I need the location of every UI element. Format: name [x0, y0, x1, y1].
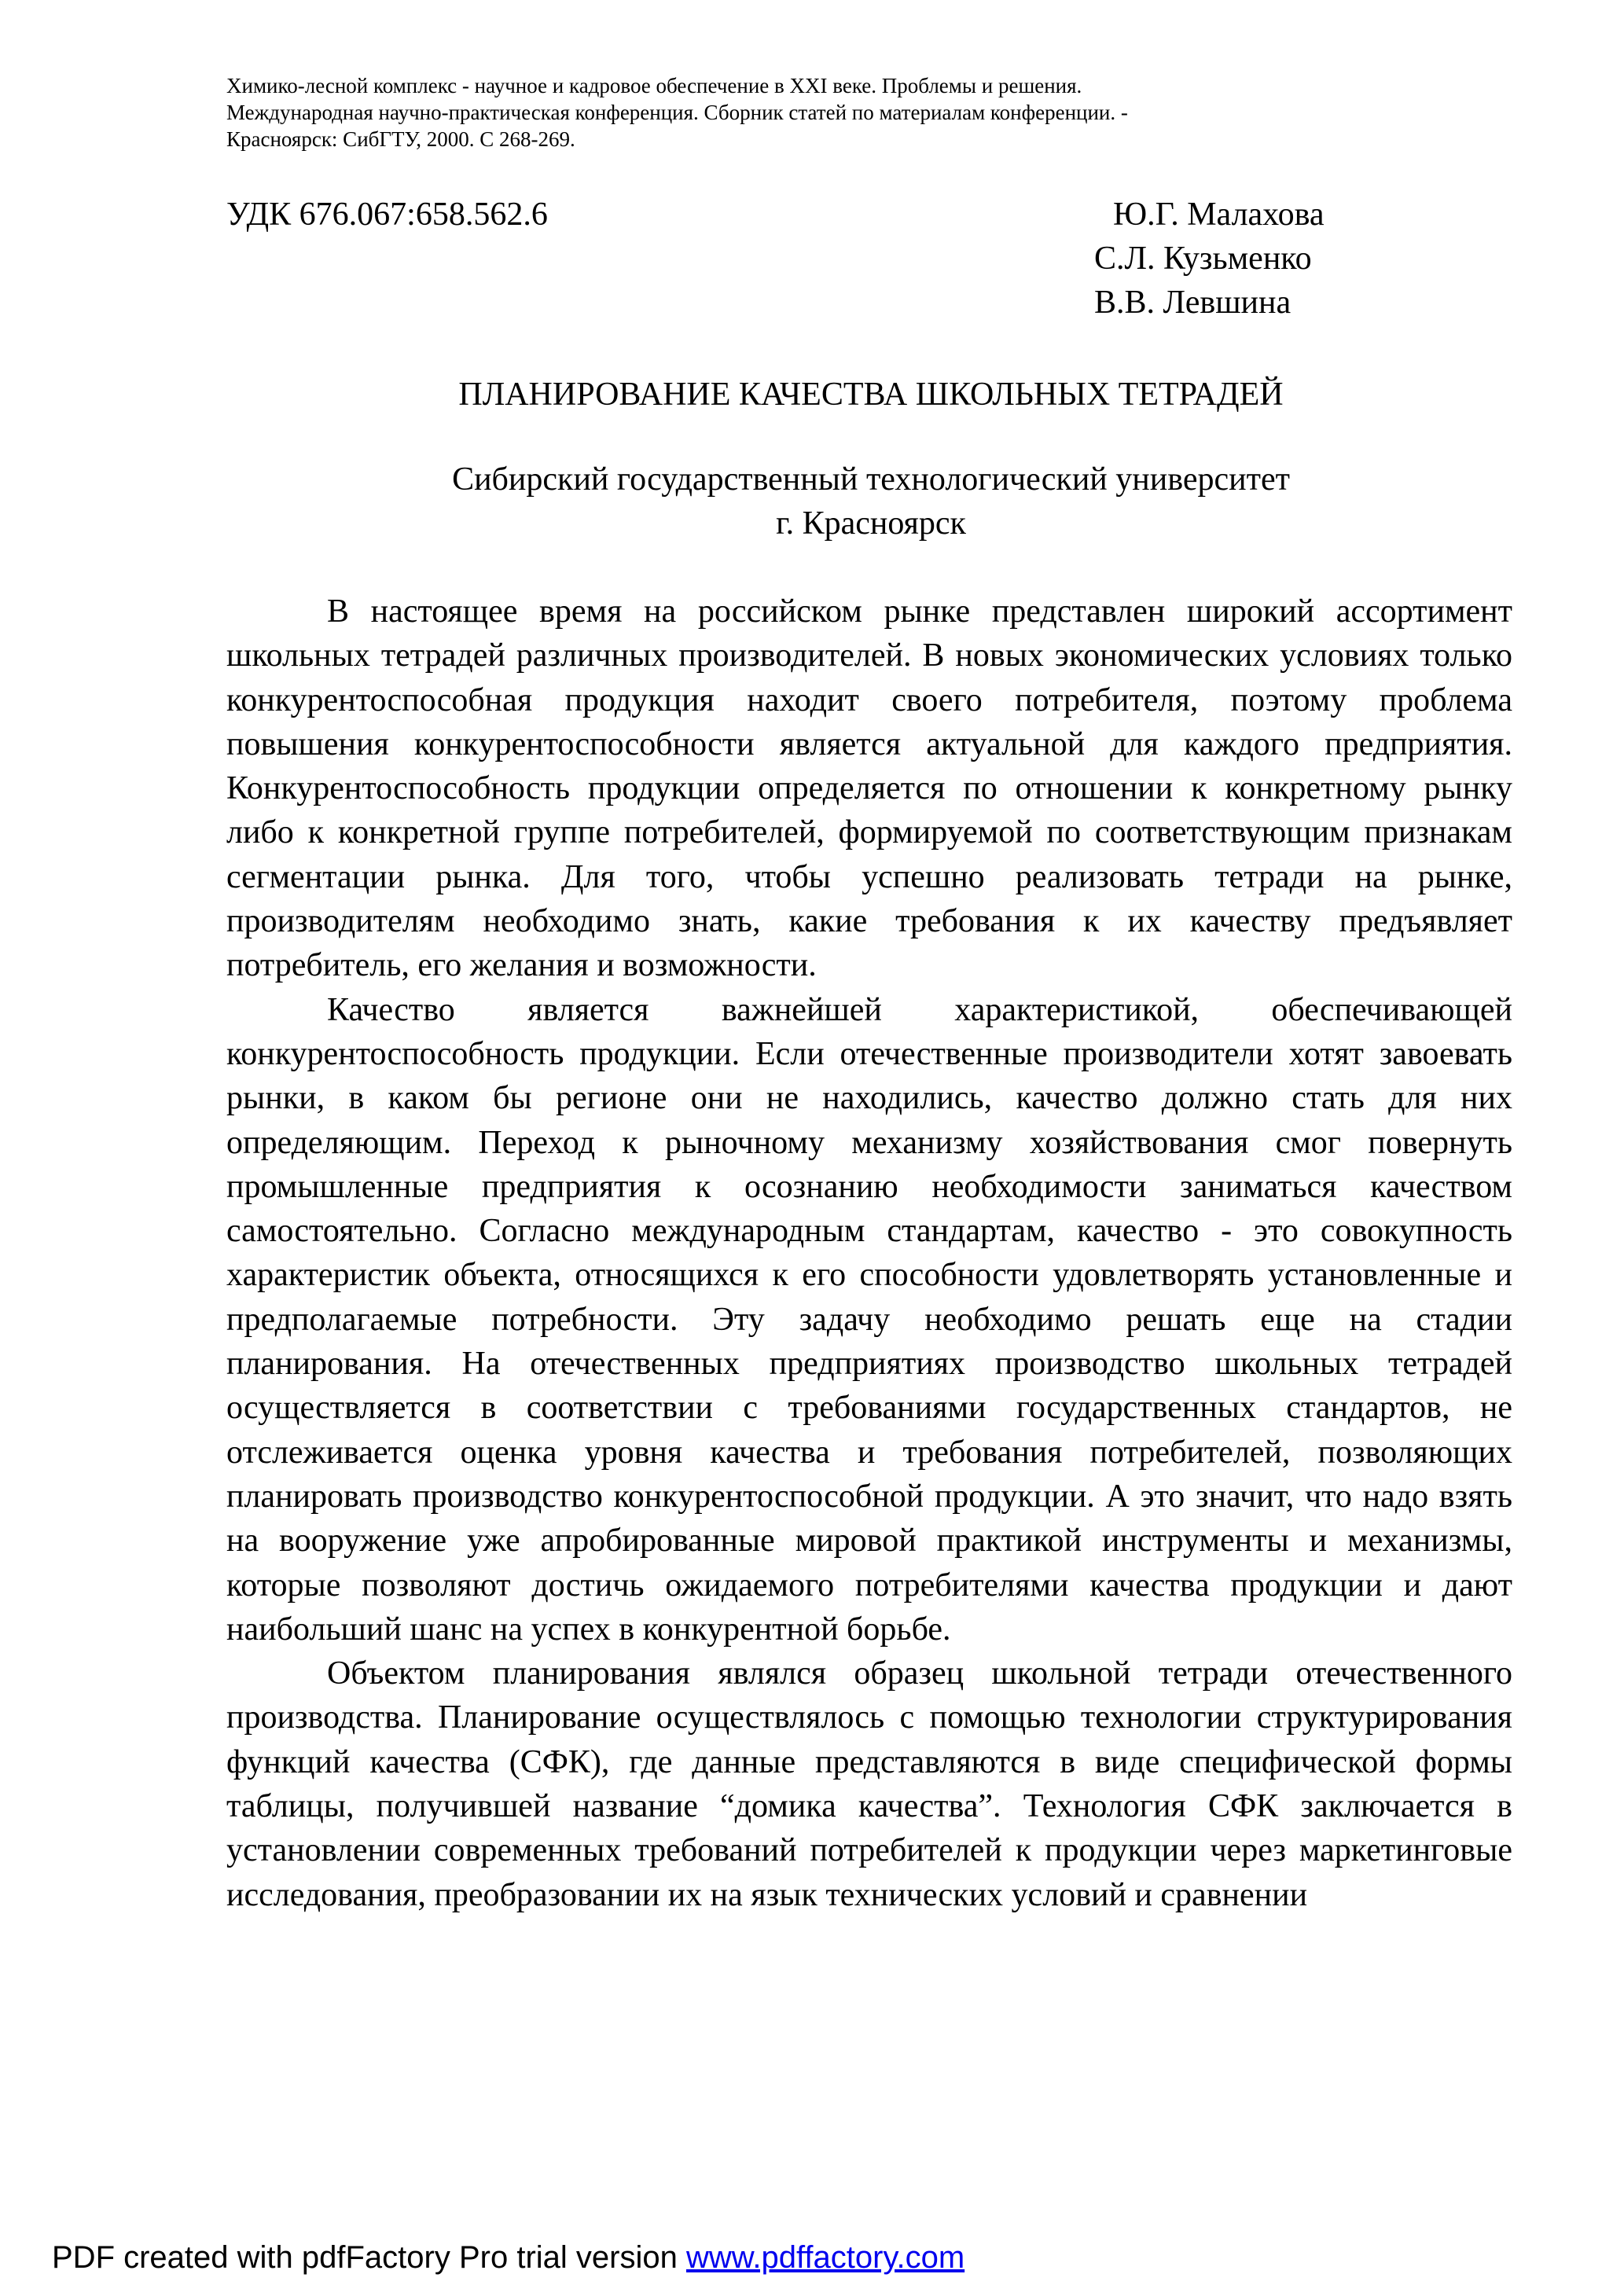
- source-reference: [226, 72, 1453, 152]
- footer-link[interactable]: www.pdffactory.com: [685, 2240, 965, 2275]
- affiliation: [226, 457, 1516, 546]
- city-name: г. Красноярск: [776, 505, 966, 542]
- source-line: Красноярск: СибГТУ, 2000. С 268-269.: [226, 127, 575, 151]
- article-title: ПЛАНИРОВАНИЕ КАЧЕСТВА ШКОЛЬНЫХ ТЕТРАДЕЙ: [458, 377, 1284, 413]
- body-paragraph: В настоящее время на российском рынке представлен широкий ассортимент школьных тетрадей различных производителей. В новых экономических условиях только конкурентоспособная продукция находит своего потребителя, поэтому проблема повышения конкурентоспособности является актуальной для каждого предприятия. Конкурентоспособность продукции определяется по отношении к конкретному рынку либо к конкретной группе потребителей, формируемой по соответствующим признакам сегментации рынка. Для того, чтобы успешно реализовать тетради на рынке, производителям необходимо знать, какие требования к их качеству предъявляет потребитель, его желания и возможности.: [226, 593, 1512, 984]
- body-paragraph: Качество является важнейшей характеристикой, обеспечивающей конкурентоспособность продукции. Если отечественные производители хотят завоевать рынки, в каком бы регионе они не находились, качество должно стать для них определяющим. Переход к рыночному механизму хозяйствования смог повернуть промышленные предприятия к осознанию необходимости заниматься качеством самостоятельно. Согласно международным стандартам, качество - это совокупность характеристик объекта, относящихся к его способности удовлетворять установленные и предполагаемые потребности. Эту задачу необходимо решать еще на стадии планирования. На отечественных предприятиях производство школьных тетрадей осуществляется в соответствии с требованиями государственных стандартов, не отслеживается оценка уровня качества и требования потребителей, позволяющих планировать производство конкурентоспособной продукции. А это значит, что надо взять на вооружение уже апробированные мировой практикой инструменты и механизмы, которые позволяют достичь ожидаемого потребителями качества продукции и дают наибольший шанс на успех в конкурентной борьбе.: [226, 991, 1512, 1648]
- pdf-footer: [52, 2239, 964, 2276]
- article-body: [226, 590, 1512, 1917]
- body-paragraph: Объектом планирования являлся образец школьной тетради отечественного производства. Планирование осуществлялось с помощью технологии структурирования функций качества (СФК), где данные представляются в виде специфической формы таблицы, получившей название “домика качества”. Технология СФК заключается в установлении современных требований потребителей к продукции через маркетинговые исследования, преобразовании их на язык технических условий и сравнении: [226, 1655, 1512, 1913]
- footer-text: PDF created with pdfFactory Pro trial version: [52, 2240, 686, 2275]
- author-name: В.В. Левшина: [1094, 285, 1291, 321]
- source-line: Международная научно-практическая конференция. Сборник статей по материалам конференции. -: [226, 101, 1128, 124]
- author-list: [1085, 193, 1399, 325]
- udk-code: УДК 676.067:658.562.6: [226, 197, 548, 233]
- author-name: С.Л. Кузьменко: [1094, 241, 1312, 277]
- author-name: Ю.Г. Малахова: [1113, 197, 1325, 233]
- university-name: Сибирский государственный технологический университет: [452, 461, 1290, 498]
- source-line: Химико-лесной комплекс - научное и кадровое обеспечение в XXI веке. Проблемы и решения.: [226, 74, 1082, 97]
